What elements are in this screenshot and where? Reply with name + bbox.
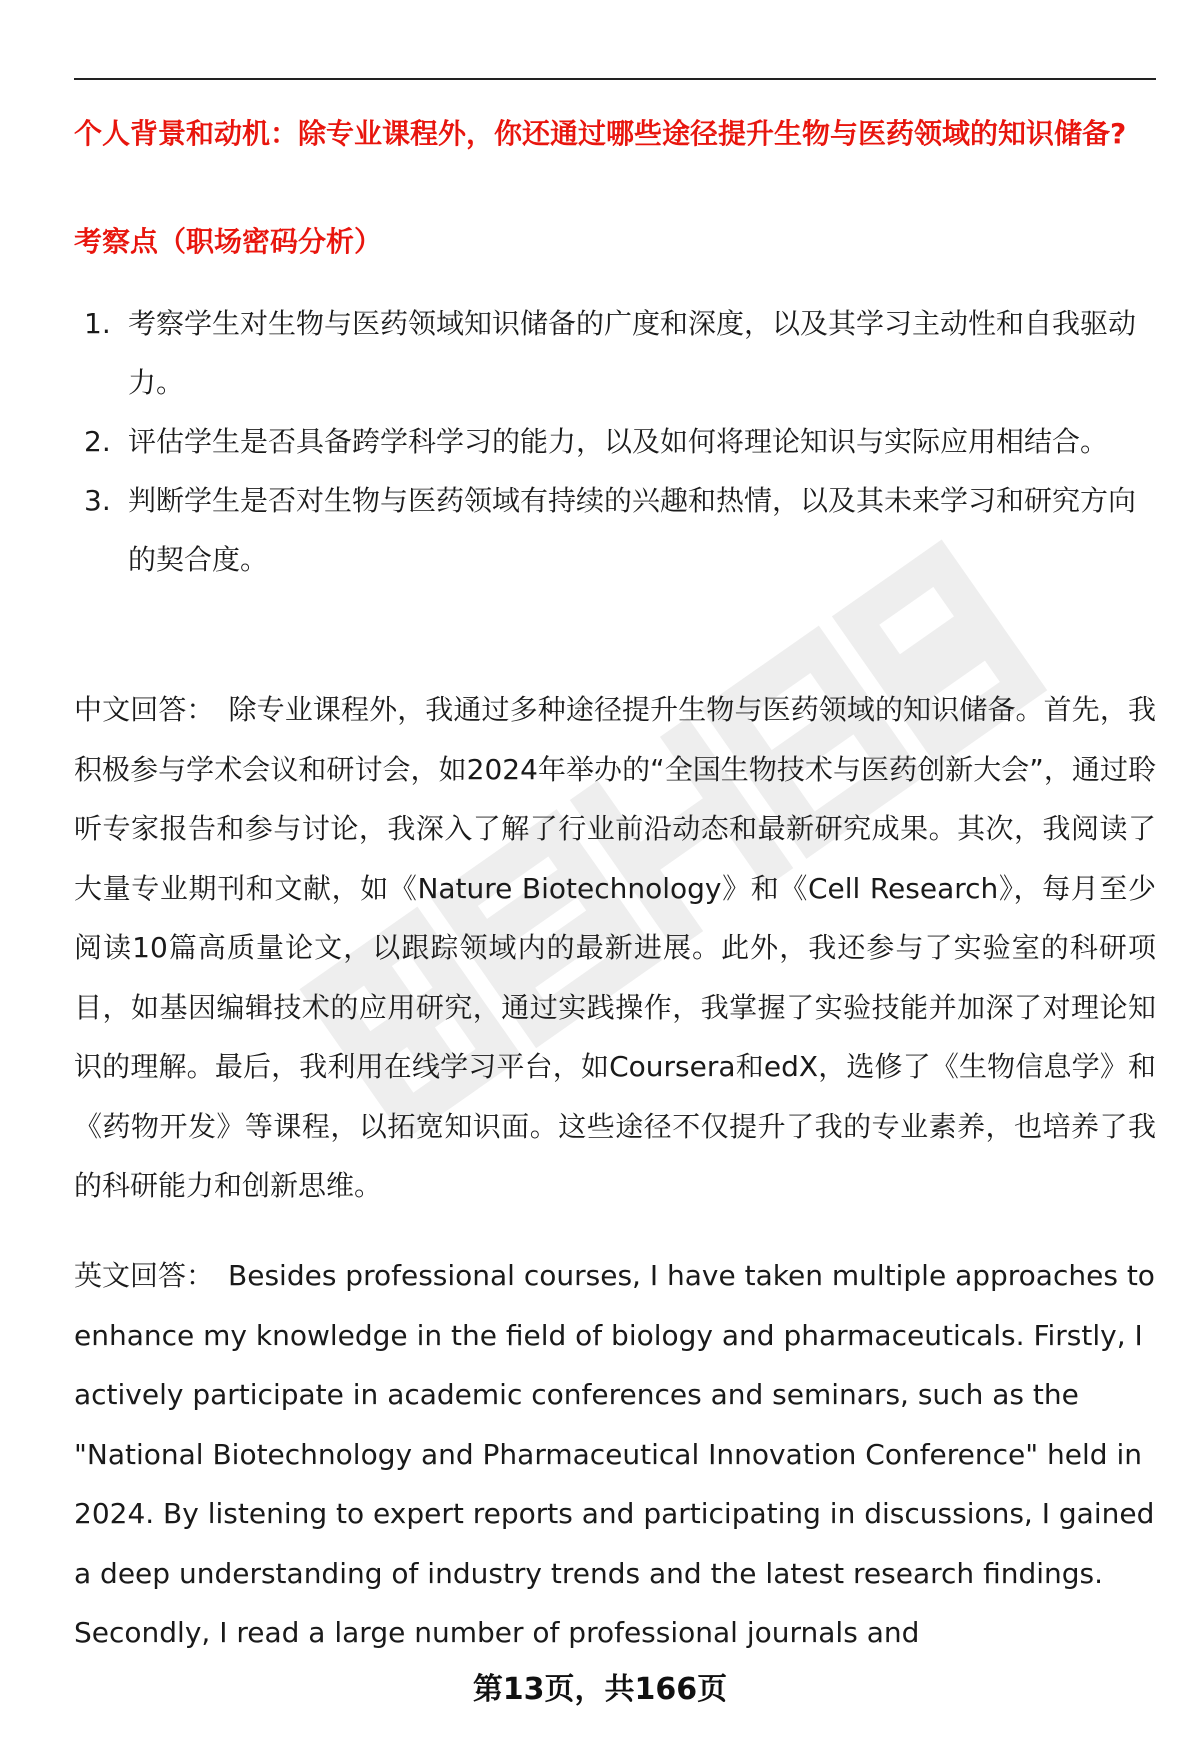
assessment-point: [74, 412, 1156, 471]
english-answer: [74, 1246, 1156, 1663]
page-number-footer: 第13页，共166页: [472, 1672, 728, 1707]
point-number: 1.: [84, 307, 111, 340]
english-answer-label: 英文回答：: [74, 1259, 215, 1292]
english-answer-text: Besides professional courses, I have taken multiple approaches to enhance my knowledge in the field of biology and pharmaceuticals. Firstly, I actively participate in academic conferences and seminars, such as the "National Biotechnology and Pharmaceutical Innovation Conference" held in 2024. By listening to expert reports and participating in discussions, I gained a deep understanding of industry trends and the latest research findings. Secondly, I read a large number of professional journals and: [74, 1259, 1155, 1649]
assessment-points-list: [74, 294, 1156, 589]
point-text: 评估学生是否具备跨学科学习的能力，以及如何将理论知识与实际应用相结合。: [128, 425, 1109, 458]
point-number: 2.: [84, 425, 111, 458]
point-text: 判断学生是否对生物与医药领域有持续的兴趣和热情，以及其未来学习和研究方向的契合度。: [128, 484, 1137, 576]
chinese-answer-text: 除专业课程外，我通过多种途径提升生物与医药领域的知识储备。首先，我积极参与学术会议和研讨会，如2024年举办的“全国生物技术与医药创新大会”，通过聆听专家报告和参与讨论，我深入了解了行业前沿动态和最新研究成果。其次，我阅读了大量专业期刊和文献，如《Nature Biotechnology》和《Cell Research》，每月至少阅读10篇高质量论文，以跟踪领域内的最新进展。此外，我还参与了实验室的科研项目，如基因编辑技术的应用研究，通过实践操作，我掌握了实验技能并加深了对理论知识的理解。最后，我利用在线学习平台，如Coursera和edX，选修了《生物信息学》和《药物开发》等课程，以拓宽知识面。这些途径不仅提升了我的专业素养，也培养了我的科研能力和创新思维。: [74, 693, 1156, 1202]
assessment-point: [74, 471, 1156, 589]
top-divider: [74, 78, 1156, 80]
point-text: 考察学生对生物与医药领域知识储备的广度和深度，以及其学习主动性和自我驱动力。: [128, 307, 1137, 399]
point-number: 3.: [84, 484, 111, 517]
question-title: 个人背景和动机：除专业课程外，你还通过哪些途径提升生物与医药领域的知识储备?: [74, 117, 1127, 150]
chinese-answer: [74, 680, 1156, 1216]
chinese-answer-label: 中文回答：: [74, 693, 215, 726]
assessment-point: [74, 294, 1156, 412]
assessment-heading: 考察点（职场密码分析）: [74, 225, 383, 258]
